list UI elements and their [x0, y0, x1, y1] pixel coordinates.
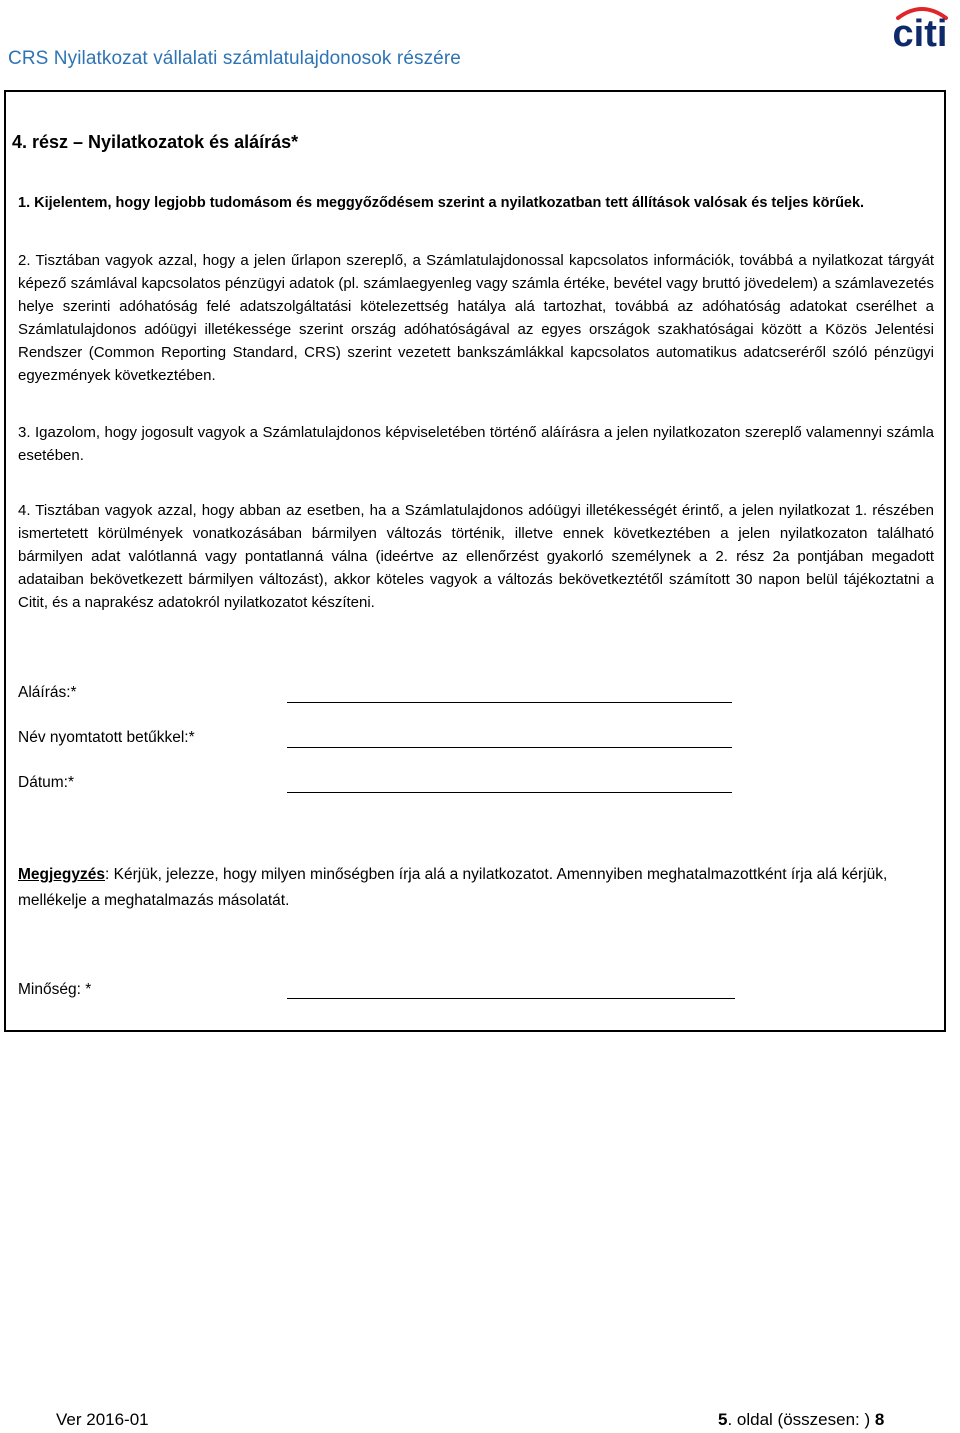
page-number: 5 — [718, 1410, 728, 1429]
statement-3: 3. Igazolom, hogy jogosult vagyok a Számlatulajdonos képviseletében történő aláírásra a jelen nyilatkozaton szereplő valamennyi számla esetében. — [18, 424, 934, 464]
signature-line[interactable] — [287, 702, 732, 703]
note-label: Megjegyzés — [18, 866, 106, 883]
printed-name-label: Név nyomtatott betűkkel:* — [18, 729, 195, 746]
svg-text:citi: citi — [892, 13, 948, 50]
version-label: Ver 2016-01 — [56, 1410, 149, 1429]
page-indicator — [718, 1410, 884, 1430]
section-heading: 4. rész – Nyilatkozatok és aláírás* — [12, 132, 299, 152]
citi-logo — [884, 2, 954, 50]
page-label: . oldal (összesen: ) — [727, 1410, 871, 1429]
capacity-label: Minőség: * — [18, 981, 92, 998]
note-text: : Kérjük, jelezze, hogy milyen minőségben írja alá a nyilatkozatot. Amennyiben meghatalmazottként írja alá kérjük, mellékelje a meghatalmazás másolatát. — [18, 866, 888, 909]
statement-2: 2. Tisztában vagyok azzal, hogy a jelen űrlapon szereplő, a Számlatulajdonossal kapcsolatos információk, továbbá a nyilatkozat tárgyát képező számlával kapcsolatos pénzügyi adatok (pl. számlaegyenleg vagy számla értéke, bevétel vagy bruttó jövedelem) a számlavezetés helye szerinti adóhatóság felé adatszolgáltatási kötelezettség hatálya alá tartozhat, továbbá az adóhatóság adatokat cserélhet a Számlatulajdonos adóügyi illetékessége szerint ország adóhatóságával az egyes országok szakhatóságai között a Közös Jelentési Rendszer (Common Reporting Standard, CRS) szerint vezetett bankszámlákkal kapcsolatos automatikus adatcseréről szóló pénzügyi egyezmények következtében. — [18, 252, 934, 384]
printed-name-line[interactable] — [287, 747, 732, 748]
statement-4: 4. Tisztában vagyok azzal, hogy abban az esetben, ha a Számlatulajdonos adóügyi illetékességét érintő, a jelen nyilatkozat 1. részében ismertetett körülmények vonatkozásában bármilyen változás történik, illetve ennek következtében a jelen nyilatkozaton található bármilyen adat valótlanná vagy pontatlanná válna (ideértve az ellenőrzést gyakorló személynek a 2. rész 2a pontjában megadott adataiban bekövetkezett bármilyen változást), akkor köteles vagyok a változás bekövetkeztétől számított 30 napon belül tájékoztatni a Citit, és a naprakész adatokról nyilatkozatot készíteni. — [18, 502, 934, 611]
document-title: CRS Nyilatkozat vállalati számlatulajdonosok részére — [8, 48, 461, 69]
statement-1: 1. Kijelentem, hogy legjobb tudomásom és meggyőződésem szerint a nyilatkozatban tett állítások valósak és teljes körűek. — [18, 195, 865, 211]
page-total: 8 — [874, 1410, 885, 1429]
date-line[interactable] — [287, 792, 732, 793]
capacity-line[interactable] — [287, 998, 735, 999]
signature-label: Aláírás:* — [18, 684, 77, 701]
date-label: Dátum:* — [18, 774, 74, 791]
note-paragraph — [18, 862, 934, 914]
